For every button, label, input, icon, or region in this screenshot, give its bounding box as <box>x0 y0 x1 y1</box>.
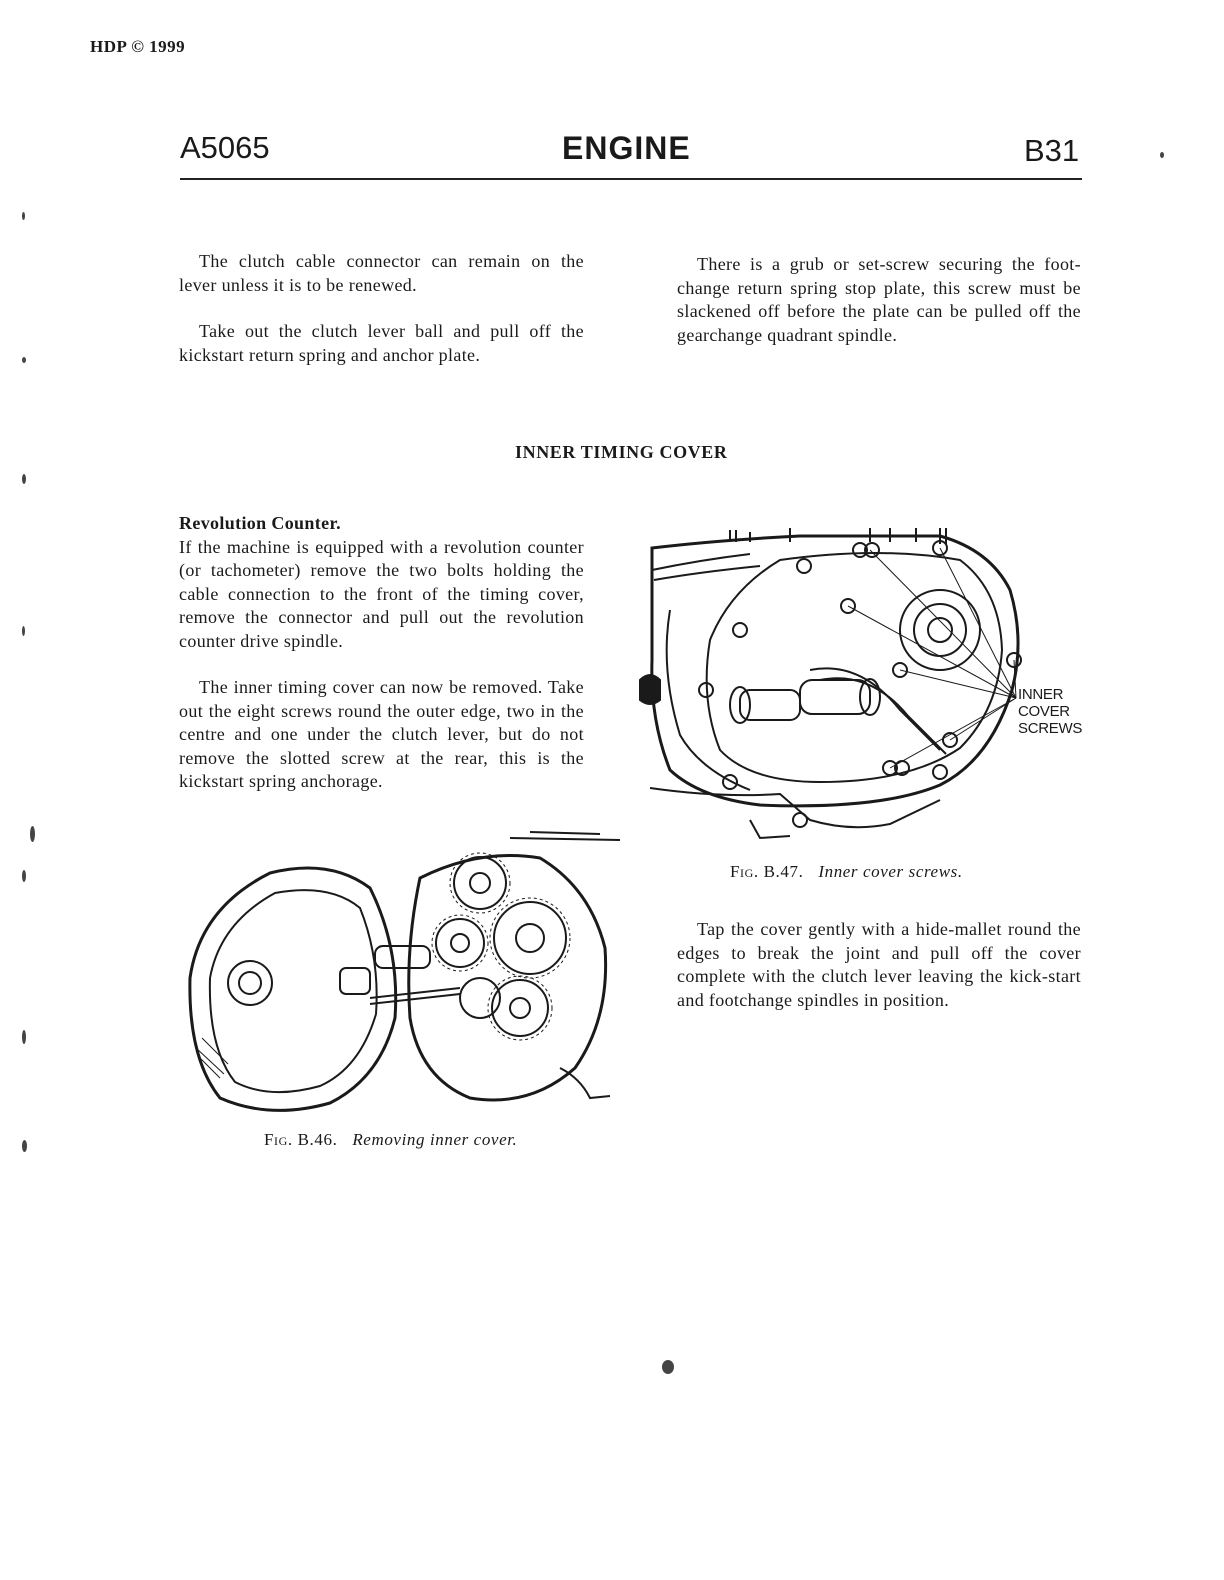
scan-speck <box>22 1140 27 1152</box>
scan-speck <box>1160 152 1164 158</box>
header-right-code: B31 <box>1024 133 1080 168</box>
scan-speck <box>22 474 26 484</box>
paragraph-grub-screw: There is a grub or set-screw securing the foot-change return spring stop plate, this screw must be slackened off before the plate can be pulled off the gearchange quadrant spindle. <box>677 254 1081 345</box>
paragraph-cover-removal: The inner timing cover can now be removed. Take out the eight screws round the outer edge, two in the centre and one under the clutch lever, but do not remove the slotted screw at the rear, this is the kickstart spring anchorage. <box>179 677 584 791</box>
scan-speck <box>22 870 26 882</box>
figure-b46-caption <box>264 1130 517 1150</box>
top-right-column <box>677 253 1081 347</box>
paragraph-tap-cover: Tap the cover gently with a hide-mallet round the edges to break the joint and pull off the cover complete with the clutch lever leaving the kick-start and footchange spindles in position. <box>677 919 1081 1010</box>
figure-b47-caption <box>730 862 963 882</box>
copyright-notice: HDP © 1999 <box>90 37 186 56</box>
paragraph-clutch-cable: The clutch cable connector can remain on the lever unless it is to be renewed. <box>179 251 584 295</box>
scan-speck <box>22 357 26 363</box>
scan-speck <box>662 1360 674 1374</box>
callout-line-2: COVER <box>1018 703 1070 720</box>
left-main-column <box>179 512 584 794</box>
figure-b46-title: Removing inner cover. <box>352 1130 518 1149</box>
figure-b46-illustration <box>180 828 630 1123</box>
callout-line-1: INNER <box>1018 686 1064 703</box>
scan-speck <box>22 1030 26 1044</box>
header-rule <box>180 178 1082 180</box>
subheading-revolution-counter: Revolution Counter. <box>179 513 341 533</box>
callout-inner-cover-screws <box>1018 686 1082 737</box>
page-title: ENGINE <box>562 130 691 166</box>
scan-speck <box>22 212 25 220</box>
paragraph-revolution-counter: If the machine is equipped with a revolution counter (or tachometer) remove the two bolts holding the cable connection to the front of the timing cover, remove the connector and pull out the revolution counter drive spindle. <box>179 536 584 651</box>
scan-speck <box>22 626 25 636</box>
right-lower-column <box>677 918 1081 1012</box>
figure-b46-label: Fig. B.46. <box>264 1130 338 1149</box>
figure-b47-illustration <box>640 520 1040 850</box>
scan-speck <box>30 826 35 842</box>
header-left-code: A5065 <box>180 130 270 165</box>
top-left-column <box>179 250 584 367</box>
figure-b47-label: Fig. B.47. <box>730 862 804 881</box>
paragraph-clutch-ball: Take out the clutch lever ball and pull off the kickstart return spring and anchor plate. <box>179 321 584 365</box>
callout-line-3: SCREWS <box>1018 720 1083 737</box>
section-title: INNER TIMING COVER <box>515 442 728 462</box>
figure-b47-title: Inner cover screws. <box>818 862 963 881</box>
